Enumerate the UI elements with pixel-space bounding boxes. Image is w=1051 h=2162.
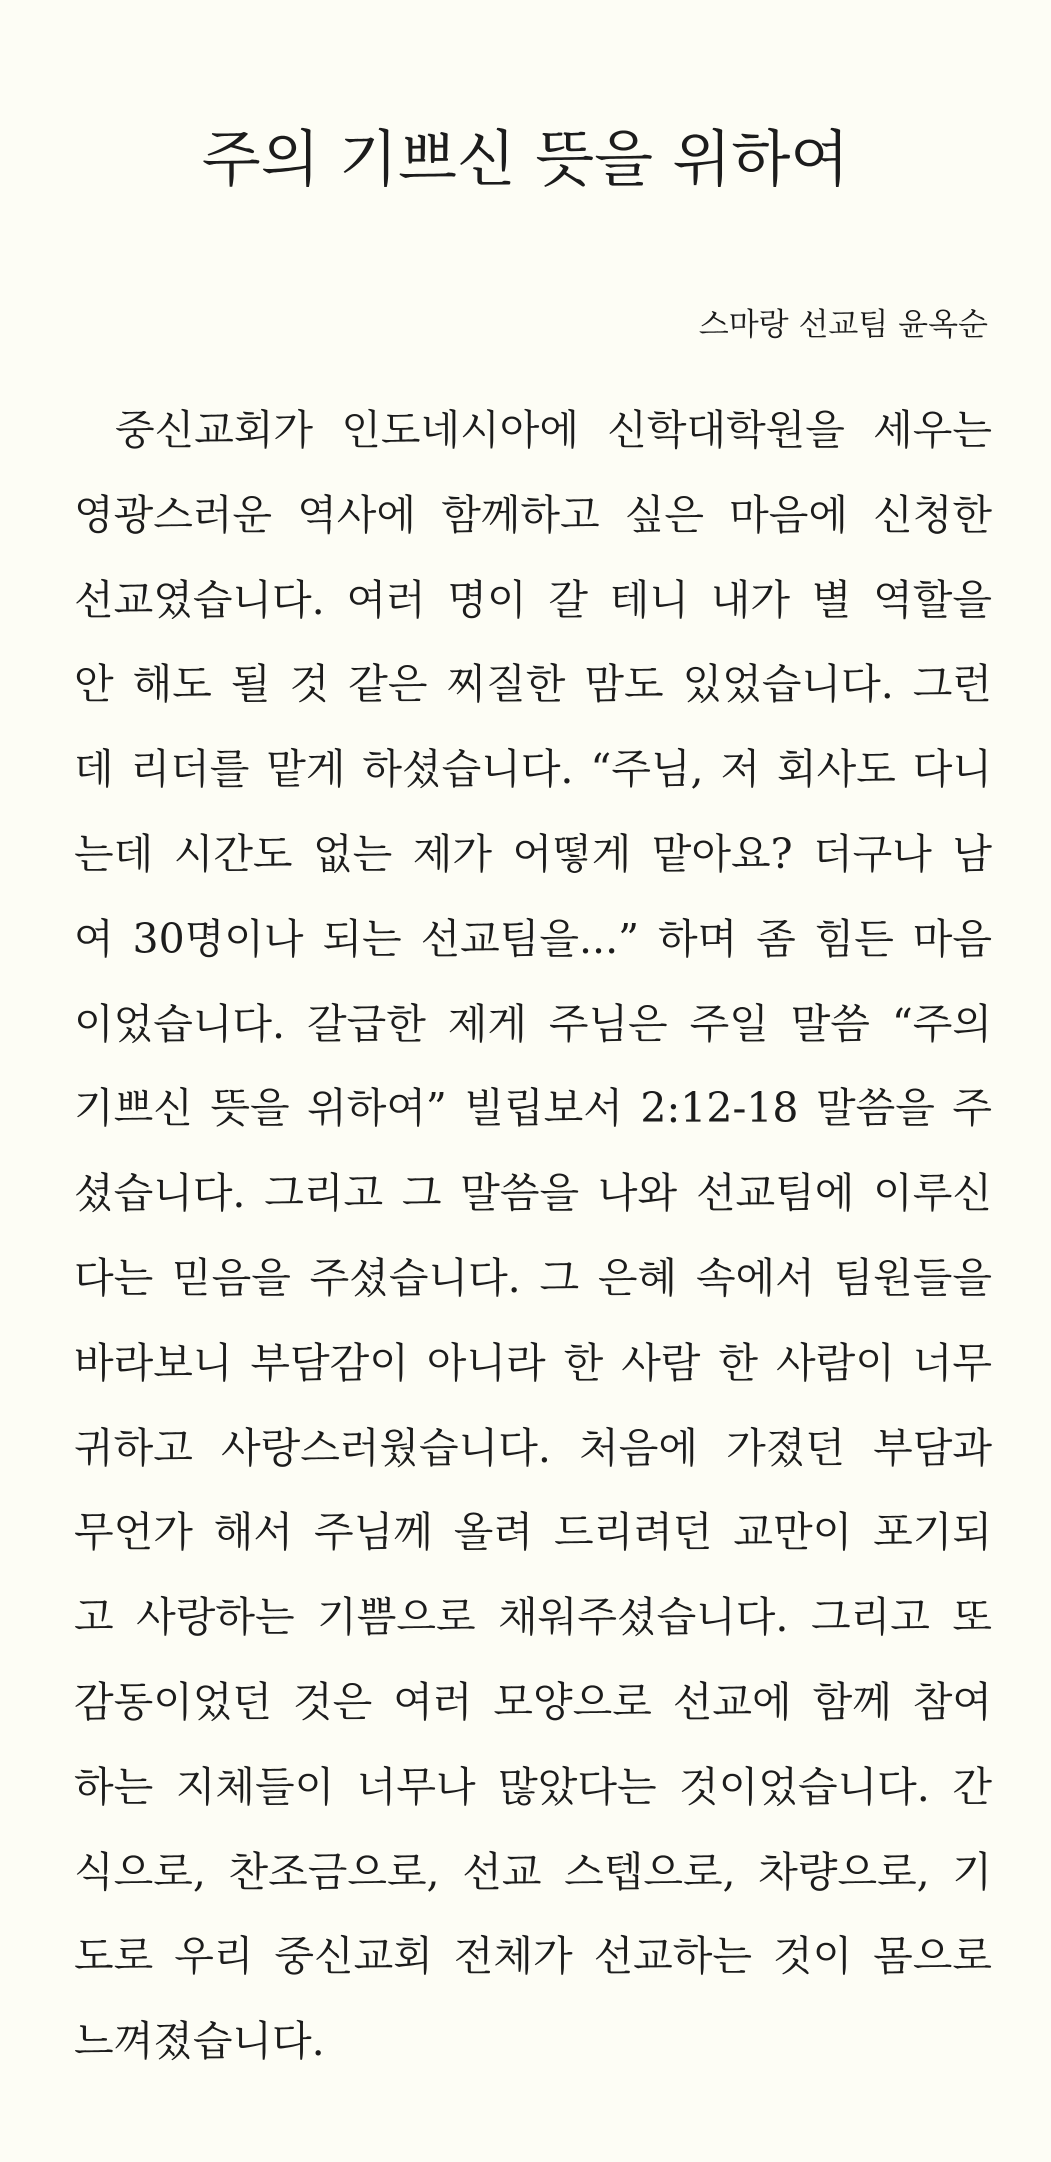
paragraph-line: 하는 지체들이 너무나 많았다는 것이었습니다. 간 [74,1762,992,1811]
page-title: 주의 기쁘신 뜻을 위하여 [201,124,850,195]
paragraph-line: 데 리더를 맡게 하셨습니다. “주님, 저 회사도 다니 [74,745,992,794]
paragraph-line: 식으로, 찬조금으로, 선교 스텝으로, 차량으로, 기 [74,1847,992,1896]
paragraph-line: 는데 시간도 없는 제가 어떻게 맡아요? 더구나 남 [74,829,992,878]
paragraph-line: 기쁘신 뜻을 위하여” 빌립보서 2:12-18 말씀을 주 [74,1084,992,1133]
paragraph-line: 중신교회가 인도네시아에 신학대학원을 세우는 [115,406,992,454]
author-byline: 스마랑 선교팀 윤옥순 [698,307,988,343]
paragraph-line: 귀하고 사랑스러웠습니다. 처음에 가졌던 부담과 [74,1423,992,1472]
paragraph-line: 이었습니다. 갈급한 제게 주님은 주일 말씀 “주의 [74,999,992,1048]
paragraph-line: 셨습니다. 그리고 그 말씀을 나와 선교팀에 이루신 [74,1169,992,1218]
paragraph-line: 여 30명이나 되는 선교팀을...” 하며 좀 힘든 마음 [74,914,992,963]
paragraph-line: 안 해도 될 것 같은 찌질한 맘도 있었습니다. 그런 [74,660,992,709]
body-paragraph [74,388,992,2084]
paragraph-line: 고 사랑하는 기쁨으로 채워주셨습니다. 그리고 또 [74,1593,992,1642]
paragraph-line: 영광스러운 역사에 함께하고 싶은 마음에 신청한 [74,490,992,539]
paragraph-line: 도로 우리 중신교회 전체가 선교하는 것이 몸으로 [74,1932,992,1981]
paragraph-line: 바라보니 부담감이 아니라 한 사람 한 사람이 너무 [74,1338,992,1387]
paragraph-line: 느껴졌습니다. [74,2017,325,2066]
paragraph-line: 선교였습니다. 여러 명이 갈 테니 내가 별 역할을 [74,575,992,624]
paragraph-line: 무언가 해서 주님께 올려 드리려던 교만이 포기되 [74,1508,992,1557]
paragraph-line: 감동이었던 것은 여러 모양으로 선교에 함께 참여 [74,1677,992,1726]
paragraph-line: 다는 믿음을 주셨습니다. 그 은혜 속에서 팀원들을 [74,1253,992,1302]
